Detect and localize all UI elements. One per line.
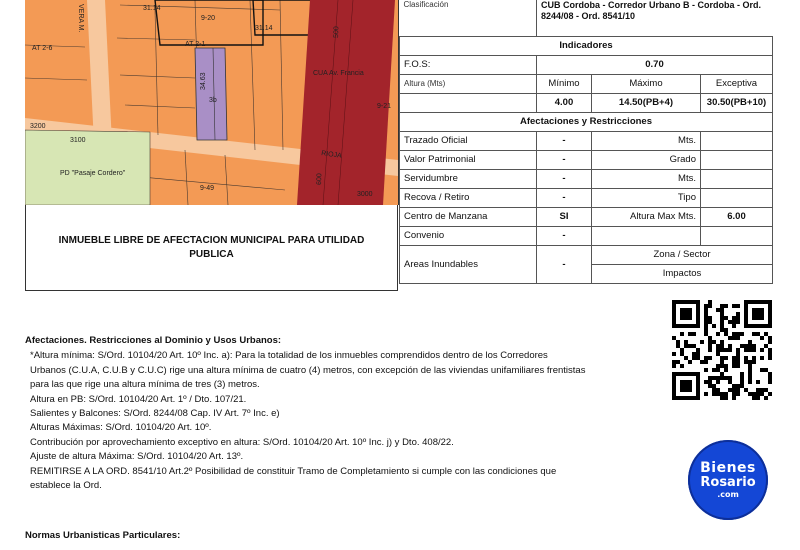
- zona-sector: Zona / Sector: [592, 245, 773, 264]
- row-value: -: [537, 150, 592, 169]
- map-label-3000: 3000: [357, 191, 373, 198]
- restriction-line: REMITIRSE A LA ORD. 8541/10 Art.2º Posibilidad de constituir Tramo de Completamiento si cumple con las condiciones que: [30, 465, 557, 477]
- row-extra: [701, 226, 773, 245]
- row-extra: [701, 131, 773, 150]
- row-label: Valor Patrimonial: [400, 150, 537, 169]
- indicadores-header: Indicadores: [400, 36, 773, 55]
- logo-line1: Bienes: [700, 459, 756, 476]
- row-value: SI: [537, 207, 592, 226]
- notice-text: INMUEBLE LIBRE DE AFECTACION MUNICIPAL PARA UTILIDAD PUBLICA: [58, 234, 365, 260]
- row-value: -: [537, 131, 592, 150]
- clasificacion-label: Clasificación: [400, 0, 537, 36]
- row-unit: Mts.: [592, 131, 701, 150]
- row-unit: Mts.: [592, 169, 701, 188]
- row-extra: [701, 188, 773, 207]
- minimo-header: Mínimo: [537, 74, 592, 93]
- table-row: [400, 188, 773, 207]
- map-label-3114a: 31.14: [143, 5, 161, 12]
- maximo-header: Máximo: [592, 74, 701, 93]
- table-row: [400, 169, 773, 188]
- row-extra: 6.00: [701, 207, 773, 226]
- row-value: -: [537, 226, 592, 245]
- row-label: Servidumbre: [400, 169, 537, 188]
- map-label-3114b: 31.14: [255, 25, 273, 32]
- row-extra: [701, 150, 773, 169]
- row-label: Centro de Manzana: [400, 207, 537, 226]
- map-label-at26: AT 2-6: [32, 45, 53, 52]
- row-unit: Grado: [592, 150, 701, 169]
- map-label-at21: AT 2-1: [185, 41, 206, 48]
- map-canvas: [25, 0, 398, 205]
- row-unit: [592, 226, 701, 245]
- map-label-3200: 3200: [30, 123, 46, 130]
- fos-label: F.O.S:: [400, 55, 537, 74]
- areas-value: -: [537, 245, 592, 283]
- map-label-3b: 3b: [209, 97, 217, 104]
- logo-line3: .com: [717, 489, 739, 499]
- indicators-table: [399, 0, 773, 284]
- notice-box: [25, 205, 398, 291]
- row-value: -: [537, 169, 592, 188]
- map-label-pd: PD "Pasaje Cordero": [60, 170, 126, 177]
- zoning-map[interactable]: [25, 0, 399, 205]
- exceptiva-header: Exceptiva: [701, 74, 773, 93]
- exc-value: 30.50(PB+10): [701, 93, 773, 112]
- map-label-rioja: RIOJA: [320, 150, 343, 160]
- restriction-line: Salientes y Balcones: S/Ord. 8244/08 Cap. IV Art. 7º Inc. e): [30, 408, 280, 420]
- bienes-rosario-logo[interactable]: [688, 440, 768, 520]
- qr-code-icon[interactable]: [672, 300, 772, 400]
- table-row: [400, 131, 773, 150]
- restriction-line: Altura en PB: S/Ord. 10104/20 Art. 1º / Dto. 107/21.: [30, 393, 247, 405]
- restriction-line: *Altura mínima: S/Ord. 10104/20 Art. 10º Inc. a): Para la totalidad de los inmuebles comprendidos dentro de los Corredores: [30, 350, 548, 362]
- altura-label: Altura (Mts): [400, 74, 537, 93]
- normas-title: Normas Urbanisticas Particulares:: [25, 530, 181, 541]
- table-row: [400, 245, 773, 264]
- areas-label: Areas Inundables: [400, 245, 537, 283]
- parcel-purple: [195, 48, 227, 140]
- row-label: Convenio: [400, 226, 537, 245]
- table-row: [400, 226, 773, 245]
- map-label-3463: 34.63: [200, 72, 207, 90]
- restrictions-title: Afectaciones. Restricciones al Dominio y Usos Urbanos:: [25, 335, 282, 346]
- restrictions-section: [25, 334, 675, 493]
- afectaciones-header: Afectaciones y Restricciones: [400, 112, 773, 131]
- impactos: Impactos: [592, 264, 773, 283]
- restriction-line: establece la Ord.: [30, 480, 102, 492]
- row-label: Trazado Oficial: [400, 131, 537, 150]
- map-label-9-49: 9-49: [200, 185, 215, 192]
- row-unit: Altura Max Mts.: [592, 207, 701, 226]
- table-row: [400, 207, 773, 226]
- restriction-line: Alturas Máximas: S/Ord. 10104/20 Art. 10º.: [30, 422, 212, 434]
- restriction-line: para las que rige una altura mínima de tres (3) metros.: [30, 379, 260, 391]
- fos-value: 0.70: [537, 55, 773, 74]
- logo-line2: Rosario: [700, 474, 756, 490]
- map-label-9-20: 9-20: [201, 15, 216, 22]
- restriction-line: Ajuste de altura Máxima: S/Ord. 10104/20 Art. 13º.: [30, 451, 244, 463]
- restriction-line: Contribución por aprovechamiento exceptivo en altura: S/Ord. 10104/20 Art. 10º Inc. j) y Dto. 408/22.: [30, 436, 454, 448]
- map-label-600: 600: [316, 173, 324, 186]
- clasificacion-value: CUB Cordoba - Corredor Urbano B - Cordoba - Ord. 8244/08 - Ord. 8541/10: [541, 0, 761, 21]
- restriction-line: Urbanos (C.U.A, C.U.B y C.U.C) rige una altura mínima de cuatro (4) metros, con excepción de las viviendas unifamiliares frentistas: [30, 364, 586, 376]
- map-label-9-21: 9-21: [377, 103, 392, 110]
- row-extra: [701, 169, 773, 188]
- map-label-3100: 3100: [70, 137, 86, 144]
- max-value: 14.50(PB+4): [592, 93, 701, 112]
- map-label-vera: VERA M.: [77, 4, 84, 33]
- min-value: 4.00: [537, 93, 592, 112]
- table-row: [400, 150, 773, 169]
- map-label-500: 500: [333, 26, 341, 39]
- parcel-pasaje-cordero: [25, 130, 150, 205]
- row-value: -: [537, 188, 592, 207]
- row-label: Recova / Retiro: [400, 188, 537, 207]
- row-unit: Tipo: [592, 188, 701, 207]
- map-label-cua: CUA Av. Francia: [313, 70, 364, 77]
